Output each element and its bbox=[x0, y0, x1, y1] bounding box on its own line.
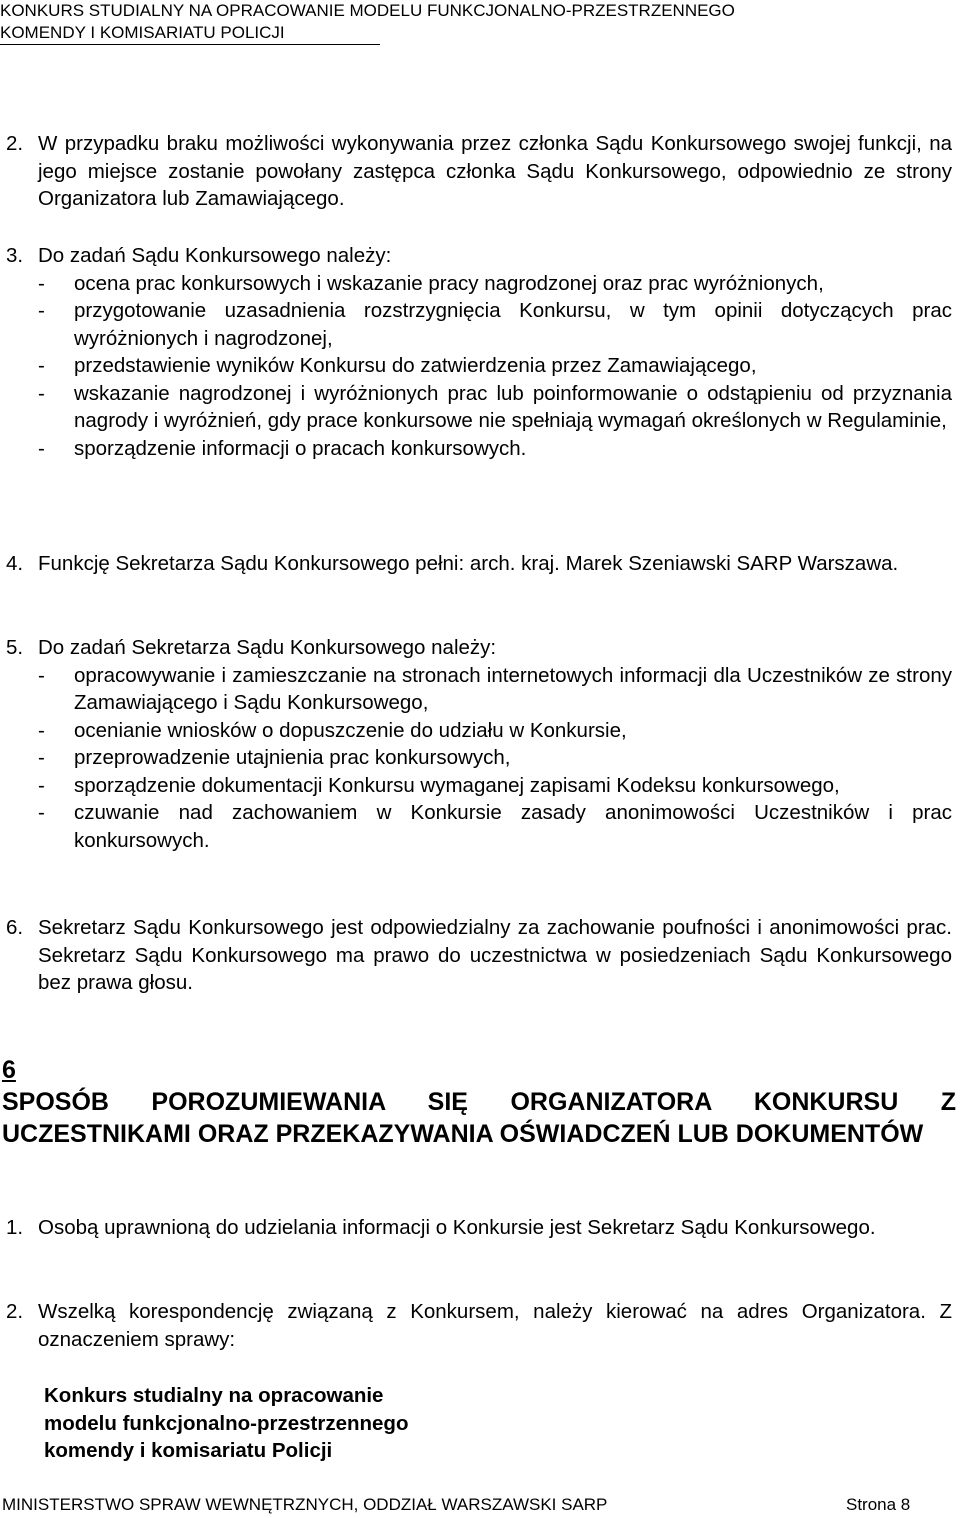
list-item: - ocenianie wniosków o dopuszczenie do udziału w Konkursie, bbox=[38, 718, 627, 742]
paragraph-text: Funkcję Sekretarza Sądu Konkursowego pełni: arch. kraj. Marek Szeniawski SARP Warszawa. bbox=[38, 552, 899, 575]
paragraph-text: Osobą uprawnioną do udzielania informacji o Konkursie jest Sekretarz Sądu Konkursowego. bbox=[38, 1216, 876, 1239]
paragraph-number: 4. bbox=[6, 552, 24, 575]
paragraph-number: 2. bbox=[6, 132, 24, 155]
paragraph-number: 3. bbox=[6, 244, 24, 267]
list-item: - przygotowanie uzasadnienia rozstrzygnięcia Konkursu, w tym opinii dotyczących prac wyróżnionych i nagrodzonej, bbox=[38, 299, 952, 350]
paragraph-text: W przypadku braku możliwości wykonywania przez członka Sądu Konkursowego swojej funkcji, na jego miejsce zostanie powołany zastępca członka Sądu Konkursowego, odpowiednio ze strony Organizatora lub Zamawiającego. bbox=[38, 132, 952, 210]
list-item: - przeprowadzenie utajnienia prac konkursowych, bbox=[38, 746, 511, 769]
list-item: - opracowywanie i zamieszczanie na stronach internetowych informacji dla Uczestników ze strony Zamawiającego i Sądu Konkursowego, bbox=[38, 663, 952, 714]
section-title: SPOSÓB POROZUMIEWANIA SIĘ ORGANIZATORA KONKURSU Z UCZESTNIKAMI ORAZ PRZEKAZYWANIA OŚWIADCZEŃ LUB DOKUMENTÓW bbox=[2, 1088, 956, 1148]
list-item: - sporządzenie informacji o pracach konkursowych. bbox=[38, 436, 527, 460]
paragraph-5 bbox=[6, 634, 952, 854]
footer-organization: MINISTERSTWO SPRAW WEWNĘTRZNYCH, ODDZIAŁ WARSZAWSKI SARP bbox=[2, 1495, 608, 1514]
paragraph-text: Wszelką korespondencję związaną z Konkursem, należy kierować na adres Organizatora. Z oznaczeniem sprawy: bbox=[38, 1300, 952, 1351]
page-number: Strona 8 bbox=[846, 1495, 911, 1514]
section-paragraph-1 bbox=[6, 1214, 952, 1242]
header-line-1: KONKURS STUDIALNY NA OPRACOWANIE MODELU FUNKCJONALNO-PRZESTRZENNEGO bbox=[0, 1, 735, 20]
paragraph-intro: Do zadań Sekretarza Sądu Konkursowego należy: bbox=[38, 636, 497, 659]
list-item: - czuwanie nad zachowaniem w Konkursie zasady anonimowości Uczestników i prac konkursowych. bbox=[38, 801, 952, 852]
section-paragraph-2 bbox=[6, 1298, 952, 1353]
case-line-1: Konkurs studialny na opracowanie bbox=[44, 1384, 384, 1407]
paragraph-text: Sekretarz Sądu Konkursowego jest odpowiedzialny za zachowanie poufności i anonimowości prac. Sekretarz Sądu Konkursowego ma prawo do uczestnictwa w posiedzeniach Sądu Konkursowego bez prawa głosu. bbox=[38, 916, 952, 994]
paragraph-2 bbox=[6, 130, 952, 213]
paragraph-intro: Do zadań Sądu Konkursowego należy: bbox=[38, 244, 392, 267]
paragraph-number: 6. bbox=[6, 916, 24, 939]
list-item: - sporządzenie dokumentacji Konkursu wymaganej zapisami Kodeksu konkursowego, bbox=[38, 773, 840, 797]
section-heading bbox=[2, 1054, 956, 1150]
paragraph-number: 1. bbox=[6, 1216, 24, 1239]
paragraph-6 bbox=[6, 914, 952, 997]
list-item: - wskazanie nagrodzonej i wyróżnionych prac lub poinformowanie o odstąpieniu od przyznania nagrody i wyróżnień, gdy prace konkursowe nie spełniają wymagań określonych w Regulaminie, bbox=[38, 381, 952, 432]
list-item: - ocena prac konkursowych i wskazanie pracy nagrodzonej oraz prac wyróżnionych, bbox=[38, 271, 824, 295]
paragraph-3 bbox=[6, 242, 952, 462]
case-line-2: modelu funkcjonalno-przestrzennego bbox=[44, 1411, 409, 1435]
section-number: 6 bbox=[2, 1056, 16, 1084]
header-line-2: KOMENDY I KOMISARIATU POLICJI bbox=[0, 22, 380, 45]
page-header bbox=[0, 0, 960, 45]
case-line-3: komendy i komisariatu Policji bbox=[44, 1439, 333, 1462]
paragraph-number: 2. bbox=[6, 1300, 24, 1323]
case-designation bbox=[44, 1382, 408, 1465]
list-item: - przedstawienie wyników Konkursu do zatwierdzenia przez Zamawiającego, bbox=[38, 354, 757, 377]
paragraph-4 bbox=[6, 550, 952, 578]
paragraph-number: 5. bbox=[6, 636, 24, 659]
